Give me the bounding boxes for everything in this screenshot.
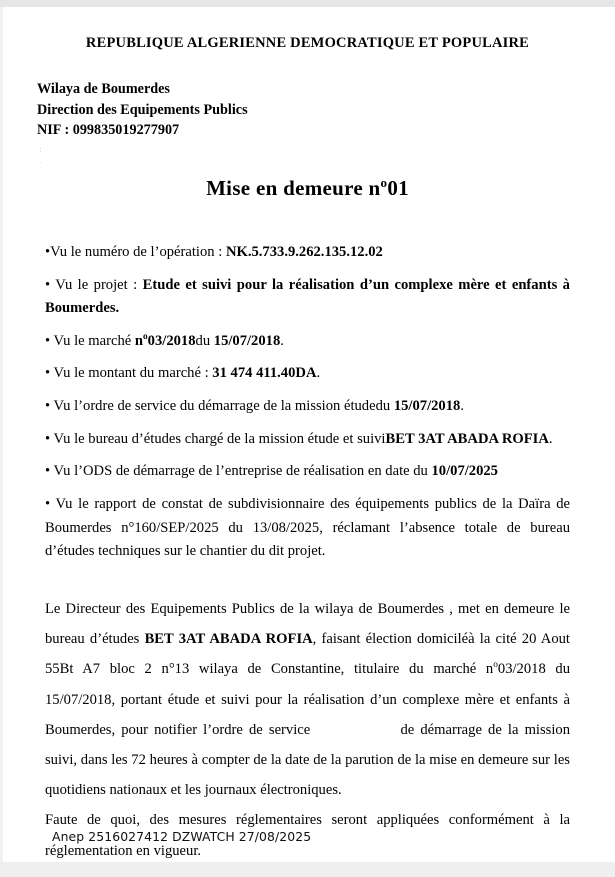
page-title-number: 01 <box>387 175 409 200</box>
clause-label: Vu l’ordre de service du démarrage de la mission étudedu <box>50 398 394 415</box>
clause-label: Vu l’ODS de démarrage de l’entreprise de réalisation en date du <box>50 463 432 480</box>
bullet-icon: • <box>45 276 51 293</box>
clause-label: Vu le numéro de l’opération : <box>50 243 226 260</box>
clause-amount <box>45 362 570 386</box>
body-penalty-text: Faute de quoi, des mesures réglementaires seront appliquées conformément à la réglementation en vigueur. <box>45 812 570 859</box>
bullet-icon: • <box>45 495 51 512</box>
organization-wilaya: Wilaya de Boumerdes <box>37 81 170 98</box>
bullet-icon: • <box>45 463 51 480</box>
clause-ods-start <box>45 460 570 484</box>
body-design-office-name: BET 3AT ABADA ROFIA <box>144 631 313 648</box>
bullet-icon: • <box>45 243 51 260</box>
clause-inspection-report <box>45 493 570 564</box>
clause-design-office <box>45 428 570 452</box>
clauses-list <box>45 241 570 564</box>
document-content <box>3 7 612 862</box>
body-paragraph-main <box>45 594 570 805</box>
anep-footer-note: Anep 2516027412 DZWATCH 27/08/2025 <box>52 829 312 844</box>
clause-operation-number <box>45 241 570 265</box>
page-title <box>3 176 612 201</box>
clause-label: Vu le marché <box>50 332 135 349</box>
clause-end: . <box>316 365 321 382</box>
clause-contract-prefix: n <box>134 332 143 349</box>
clause-label: Vu le montant du marché : <box>50 365 213 382</box>
bullet-icon: • <box>45 332 51 349</box>
scan-artifact-dots: : . <box>39 143 42 166</box>
clause-value: 15/07/2018 <box>393 398 461 415</box>
page-title-prefix: Mise en demeure n <box>206 175 381 200</box>
clause-label: Vu le rapport de constat de subdivisionnaire des équipements publics de la Daïra de Boumerdes n°160/SEP/2025 du 13/08/2025, réclamant l’absence totale de bureau d’études techniques sur le chantier du dit projet. <box>45 495 570 560</box>
clause-value: 10/07/2025 <box>431 463 498 480</box>
body-segment-3: 03/2018 du 15/07/2018, portant étude et suivi pour la réalisation d’un complexe mère et enfants à Boumerdes, pour notifier l’ordre de service <box>45 661 571 738</box>
clause-contract-ordinal-mark: o <box>143 331 148 342</box>
clause-contract-mid: du <box>195 332 214 349</box>
clause-label: Vu le bureau d’études chargé de la mission étude et suivi <box>50 430 386 447</box>
page-title-ordinal-mark: o <box>380 174 388 190</box>
clause-service-order-study <box>45 395 570 419</box>
bullet-icon: • <box>45 430 51 447</box>
clause-value: 31 474 411.40DA <box>212 365 317 382</box>
republic-header-title: REPUBLIQUE ALGERIENNE DEMOCRATIQUE ET POPULAIRE <box>85 35 530 51</box>
clause-contract-end: . <box>280 332 284 349</box>
clause-contract-number: 03/2018 <box>147 332 196 349</box>
organization-nif: NIF : 099835019277907 <box>37 121 180 138</box>
organization-block <box>37 79 612 139</box>
clause-value: Etude et suivi pour la réalisation d’un complexe mère et enfants à Boumerdes. <box>45 276 570 317</box>
bullet-icon: • <box>45 365 51 382</box>
clause-value: BET 3AT ABADA ROFIA <box>385 430 549 447</box>
organization-direction: Direction des Equipements Publics <box>37 101 248 118</box>
clause-value: NK.5.733.9.262.135.12.02 <box>225 243 383 260</box>
bullet-icon: • <box>45 398 51 415</box>
clause-contract <box>45 330 570 354</box>
clause-end: . <box>548 430 553 447</box>
body-ordinal-mark: o <box>493 660 498 671</box>
scan-edge-top <box>0 0 615 7</box>
body-segment-4: de démarrage de la mission suivi, dans les 72 heures à compter de la date de la parution de la mise en demeure sur les quotidiens nationaux et les journaux électroniques. <box>45 721 570 799</box>
clause-end: . <box>460 398 464 415</box>
body-segment-1: Le Directeur des Equipements Publics de la wilaya de Boumerdes , met en demeure le bureau d’études <box>45 600 570 648</box>
clause-contract-date: 15/07/2018 <box>213 332 281 349</box>
clause-project <box>45 274 570 321</box>
body-segment-2: , faisant élection domiciléà la cité 20 Aout 55Bt A7 bloc 2 n°13 wilaya de Constantine, titulaire du marché n <box>45 631 570 678</box>
body-text <box>45 594 570 866</box>
clause-label: Vu le projet : <box>50 276 143 293</box>
